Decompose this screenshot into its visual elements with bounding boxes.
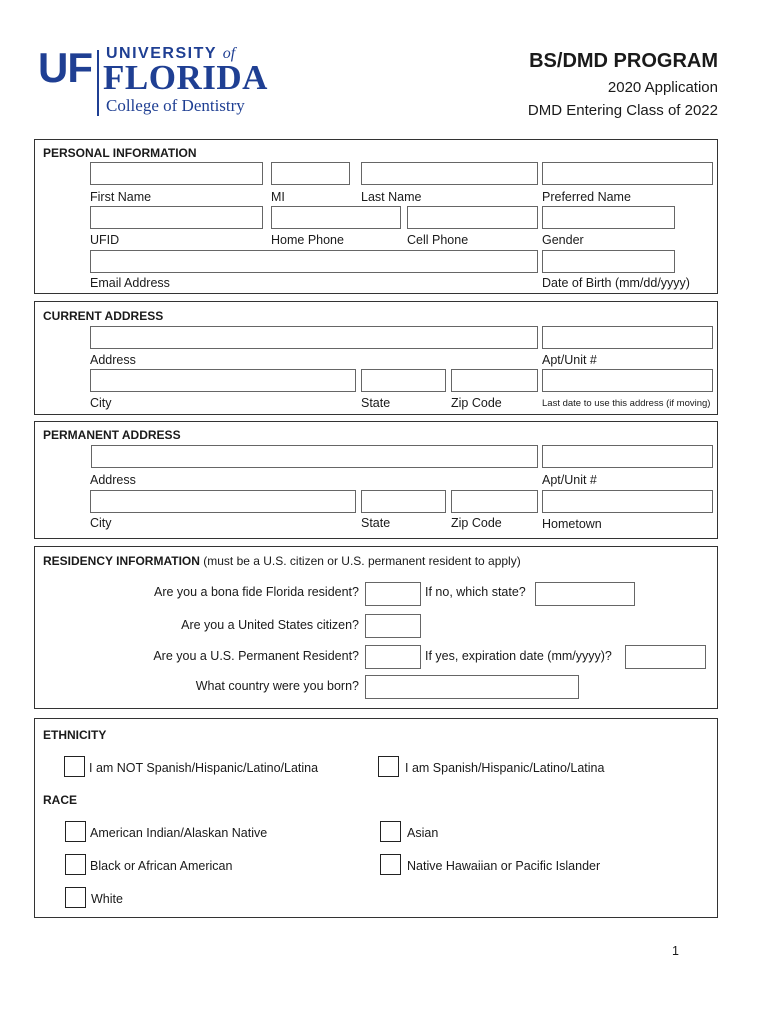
residency-note: (must be a U.S. citizen or U.S. permanent resident to apply) (199, 554, 521, 568)
home-phone-label: Home Phone (271, 233, 344, 247)
page-subtitle-year: 2020 Application (607, 79, 718, 96)
permanent-address-field[interactable] (91, 445, 538, 468)
mi-field[interactable] (271, 162, 350, 185)
hometown-field[interactable] (542, 490, 713, 513)
current-address-section (34, 301, 718, 415)
current-last-date-field[interactable] (542, 369, 713, 392)
which-state-field[interactable] (535, 582, 635, 606)
white-label: White (91, 892, 123, 906)
american-indian-checkbox[interactable] (65, 821, 86, 842)
ethnicity-race-section (34, 718, 718, 918)
hispanic-label: I am Spanish/Hispanic/Latino/Latina (405, 761, 605, 775)
expiration-date-question: If yes, expiration date (mm/yyyy)? (425, 649, 612, 663)
logo-university-word: UNIVERSITY (106, 45, 217, 62)
which-state-question: If no, which state? (425, 585, 526, 599)
current-city-field[interactable] (90, 369, 356, 392)
expiration-date-field[interactable] (625, 645, 706, 669)
hometown-label: Hometown (542, 517, 602, 531)
current-city-label: City (90, 396, 112, 410)
preferred-name-field[interactable] (542, 162, 713, 185)
us-citizen-field[interactable] (365, 614, 421, 638)
cell-phone-field[interactable] (407, 206, 538, 229)
dob-label: Date of Birth (mm/dd/yyyy) (542, 276, 690, 290)
permanent-resident-field[interactable] (365, 645, 421, 669)
us-citizen-question: Are you a United States citizen? (181, 618, 359, 632)
last-name-label: Last Name (361, 190, 422, 204)
permanent-city-label: City (90, 516, 112, 530)
current-apt-label: Apt/Unit # (542, 353, 597, 367)
residency-title: RESIDENCY INFORMATION (43, 554, 200, 568)
email-field[interactable] (90, 250, 538, 273)
current-address-label: Address (90, 353, 136, 367)
uf-logo-mark: UF (38, 44, 92, 91)
permanent-resident-question: Are you a U.S. Permanent Resident? (153, 649, 359, 663)
ethnicity-title: ETHNICITY (43, 728, 107, 742)
current-zip-field[interactable] (451, 369, 538, 392)
current-state-field[interactable] (361, 369, 446, 392)
current-apt-field[interactable] (542, 326, 713, 349)
florida-resident-question: Are you a bona fide Florida resident? (154, 585, 359, 599)
asian-checkbox[interactable] (380, 821, 401, 842)
permanent-apt-label: Apt/Unit # (542, 473, 597, 487)
section-title: CURRENT ADDRESS (43, 309, 164, 323)
birth-country-question: What country were you born? (195, 679, 359, 693)
permanent-state-field[interactable] (361, 490, 446, 513)
cell-phone-label: Cell Phone (407, 233, 469, 247)
logo-florida-text: FLORIDA (103, 58, 268, 97)
black-label: Black or African American (90, 859, 233, 873)
hawaiian-label: Native Hawaiian or Pacific Islander (407, 859, 601, 873)
current-state-label: State (361, 396, 391, 410)
ufid-field[interactable] (90, 206, 263, 229)
permanent-city-field[interactable] (90, 490, 356, 513)
race-title: RACE (43, 793, 78, 807)
home-phone-field[interactable] (271, 206, 401, 229)
first-name-field[interactable] (90, 162, 263, 185)
section-title (43, 554, 521, 568)
email-label: Email Address (90, 276, 170, 290)
not-hispanic-label: I am NOT Spanish/Hispanic/Latino/Latina (89, 761, 319, 775)
hawaiian-checkbox[interactable] (380, 854, 401, 875)
gender-field[interactable] (542, 206, 675, 229)
preferred-name-label: Preferred Name (542, 190, 631, 204)
page-number: 1 (672, 944, 679, 958)
logo-divider (97, 50, 99, 116)
permanent-state-label: State (361, 516, 391, 530)
birth-country-field[interactable] (365, 675, 579, 699)
black-checkbox[interactable] (65, 854, 86, 875)
florida-resident-field[interactable] (365, 582, 421, 606)
logo-of-word: of (222, 45, 236, 62)
asian-label: Asian (407, 826, 439, 840)
white-checkbox[interactable] (65, 887, 86, 908)
permanent-apt-field[interactable] (542, 445, 713, 468)
permanent-address-section (34, 421, 718, 539)
permanent-address-label: Address (90, 473, 136, 487)
personal-information-section (34, 139, 718, 294)
mi-label: MI (271, 190, 285, 204)
current-zip-label: Zip Code (451, 396, 502, 410)
permanent-zip-field[interactable] (451, 490, 538, 513)
section-title: PERMANENT ADDRESS (43, 428, 181, 442)
residency-information-section (34, 546, 718, 709)
last-name-field[interactable] (361, 162, 538, 185)
first-name-label: First Name (90, 190, 152, 204)
permanent-zip-label: Zip Code (451, 516, 502, 530)
ufid-label: UFID (90, 233, 120, 247)
current-address-field[interactable] (90, 326, 538, 349)
gender-label: Gender (542, 233, 584, 247)
not-hispanic-checkbox[interactable] (64, 756, 85, 777)
page-title: BS/DMD PROGRAM (529, 50, 718, 72)
dob-field[interactable] (542, 250, 675, 273)
logo-college-text: College of Dentistry (106, 96, 245, 115)
section-title: PERSONAL INFORMATION (43, 146, 197, 160)
american-indian-label: American Indian/Alaskan Native (90, 826, 268, 840)
hispanic-checkbox[interactable] (378, 756, 399, 777)
current-last-date-label: Last date to use this address (if moving) (542, 398, 711, 409)
page-subtitle-class: DMD Entering Class of 2022 (527, 102, 718, 119)
